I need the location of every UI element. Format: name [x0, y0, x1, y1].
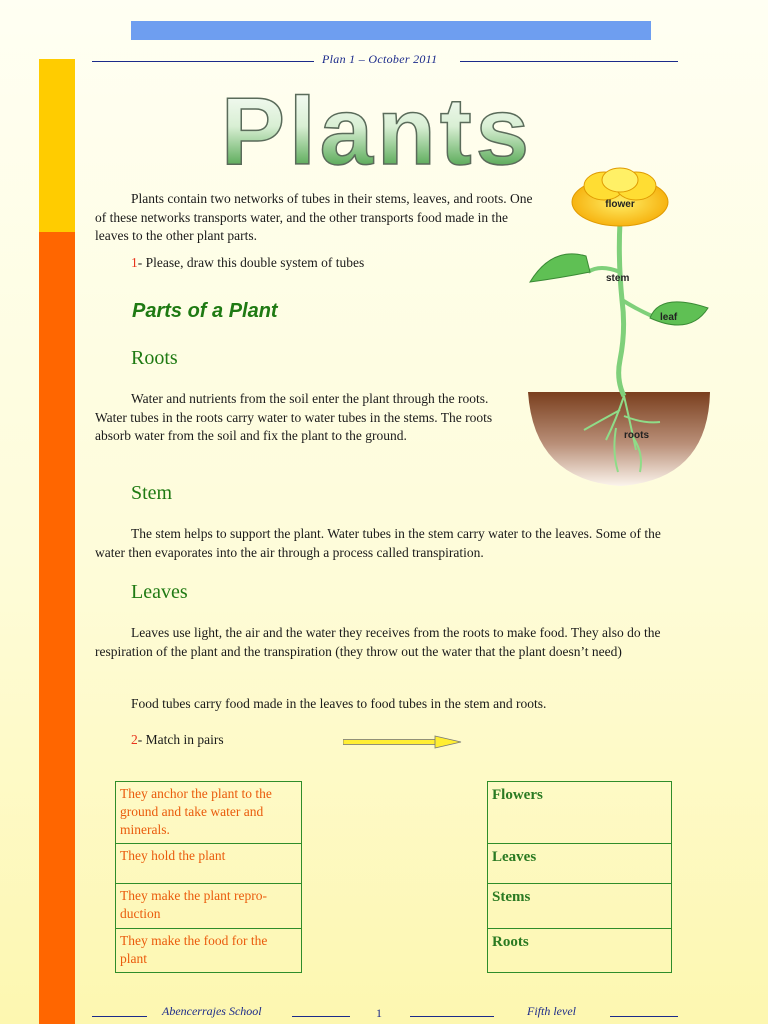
- match-left-item: They anchor the plant to the ground and take water and minerals.: [116, 782, 301, 844]
- side-stripe-yellow: [39, 59, 75, 232]
- diagram-label-leaf: leaf: [660, 312, 678, 323]
- diagram-label-roots: roots: [624, 430, 649, 441]
- leaves-paragraph: [95, 624, 675, 661]
- side-stripe-orange: [39, 232, 75, 1024]
- question-2-number: 2: [131, 732, 138, 747]
- footer-rule: [92, 1016, 147, 1017]
- header-rule-left: [92, 61, 314, 62]
- question-1: [131, 255, 364, 271]
- match-right-item: Roots: [492, 934, 529, 950]
- leaf-left-shape: [530, 254, 590, 282]
- footer-rule: [292, 1016, 350, 1017]
- footer-page-number: 1: [376, 1006, 382, 1020]
- diagram-label-stem: stem: [606, 273, 630, 284]
- stem-shape: [619, 222, 624, 396]
- roots-heading: Roots: [131, 347, 178, 369]
- match-left-item: They hold the plant: [116, 844, 301, 884]
- match-left-table: [115, 781, 302, 973]
- arrow-right-icon: [343, 734, 463, 750]
- question-2-text: - Match in pairs: [137, 732, 224, 747]
- footer-rule: [410, 1016, 494, 1017]
- question-1-number: 1: [131, 255, 138, 270]
- soil-shape: [528, 392, 710, 486]
- question-1-text: - Please, draw this double system of tubes: [137, 255, 365, 270]
- food-tubes-text: Food tubes carry food made in the leaves to food tubes in the stem and roots.: [131, 696, 547, 711]
- diagram-label-flower: flower: [605, 199, 635, 210]
- footer-school: Abencerrajes School: [162, 1004, 262, 1018]
- intro-text: Plants contain two networks of tubes in their stems, leaves, and roots. One of these networks transports water, and the other transports food made in the leaves to the other plant parts.: [95, 191, 533, 243]
- footer-rule: [610, 1016, 678, 1017]
- leaves-text: Leaves use light, the air and the water they receives from the roots to make food. They also do the respiration of the plant and the transpiration (they throw out the water that the plant doesn’t need): [95, 625, 661, 659]
- stem-text: The stem helps to support the plant. Water tubes in the stem carry water to the leaves. Some of the water then evaporates into the air through a process called transpiration.: [95, 526, 661, 560]
- match-left-item: They make the food for the plant: [120, 933, 268, 966]
- match-right-item: Flowers: [488, 782, 671, 844]
- parts-heading: Parts of a Plant: [132, 300, 278, 322]
- page-title: [205, 82, 550, 182]
- match-right-item: Stems: [488, 884, 671, 929]
- stem-heading: Stem: [131, 482, 173, 504]
- footer-level: Fifth level: [527, 1004, 576, 1018]
- food-tubes-paragraph: [95, 695, 675, 714]
- roots-text: Water and nutrients from the soil enter the plant through the roots. Water tubes in the roots carry water to water tubes in the stems. The roots absorb water from the soil and fix the plant to the ground.: [95, 391, 493, 443]
- question-2: [131, 732, 224, 748]
- match-right-table: [487, 781, 672, 973]
- leaves-heading: Leaves: [131, 581, 188, 603]
- header-bar: [131, 21, 651, 40]
- intro-paragraph: [95, 190, 535, 246]
- plan-label: Plan 1 – October 2011: [322, 52, 438, 66]
- match-right-item: Leaves: [488, 844, 671, 884]
- page-title-text: Plants: [220, 82, 534, 182]
- match-left-item: They make the plant repro-duction: [116, 884, 301, 929]
- header-rule-right: [460, 61, 678, 62]
- stem-paragraph: [95, 525, 675, 562]
- plant-diagram: [520, 160, 720, 495]
- leaf-right-shape: [650, 302, 708, 325]
- roots-paragraph: [95, 390, 513, 446]
